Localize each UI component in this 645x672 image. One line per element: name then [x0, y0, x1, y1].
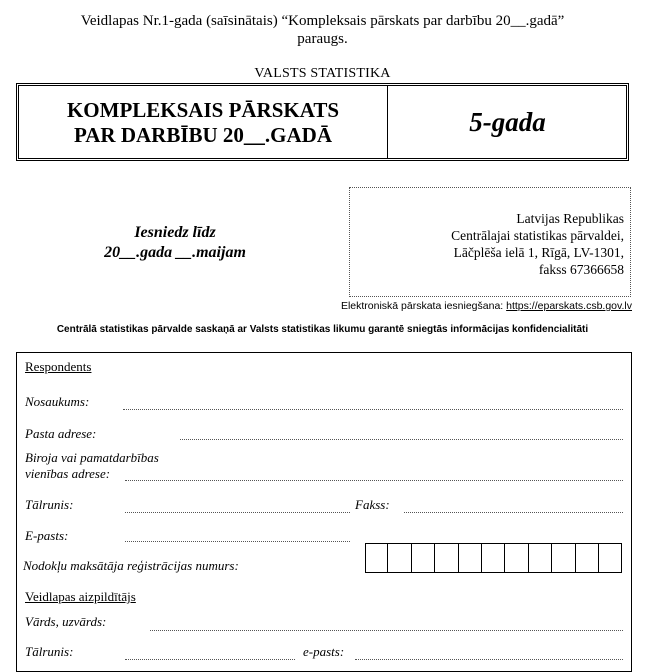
tax-number-cell[interactable]	[599, 543, 622, 573]
office-address-label-line1: Biroja vai pamatdarbības	[25, 450, 159, 465]
tax-number-cell[interactable]	[412, 543, 435, 573]
filler-email-field[interactable]	[355, 659, 623, 660]
office-address-field[interactable]	[125, 480, 623, 481]
electronic-submission-label: Elektroniskā pārskata iesniegšana:	[340, 300, 504, 312]
phone-field[interactable]	[125, 512, 350, 513]
report-title-line1: KOMPLEKSAIS PĀRSKATS	[66, 98, 340, 122]
post-address-field[interactable]	[180, 439, 623, 440]
form-sample-title-line2: paraugs.	[297, 31, 348, 47]
report-title-line2: PAR DARBĪBU 20__.GADĀ	[73, 123, 332, 147]
tax-number-cell[interactable]	[365, 543, 388, 573]
deadline-line1: Iesniedz līdz	[134, 224, 216, 241]
address-line2: Centrālajai statistikas pārvaldei,	[451, 228, 624, 243]
tax-number-cell[interactable]	[576, 543, 599, 573]
respondent-form	[16, 352, 632, 672]
filler-email-label: e-pasts:	[303, 644, 345, 659]
name-label: Nosaukums:	[25, 394, 90, 409]
phone-label: Tālrunis:	[25, 497, 74, 512]
confidentiality-notice: Centrālā statistikas pārvalde saskaņā ar Valsts statistikas likumu garantē sniegtās informācijas konfidencialitāti	[56, 324, 589, 335]
email-label: E-pasts:	[25, 528, 69, 543]
tax-number-label: Nodokļu maksātāja reģistrācijas numurs:	[23, 558, 239, 573]
address-line4: fakss 67366658	[538, 262, 624, 277]
submission-deadline	[70, 223, 280, 263]
deadline-line2: 20__.gada __.maijam	[104, 244, 246, 261]
office-address-label-line2: vienības adrese:	[25, 466, 111, 481]
tax-number-cell[interactable]	[435, 543, 458, 573]
filler-name-label: Vārds, uzvārds:	[25, 614, 107, 629]
tax-number-cell[interactable]	[388, 543, 411, 573]
filler-name-field[interactable]	[150, 630, 623, 631]
email-field[interactable]	[125, 541, 350, 542]
tax-number-cell[interactable]	[529, 543, 552, 573]
form-code: 5-gada	[469, 106, 546, 137]
respondent-section-title: Respondents	[25, 359, 92, 374]
tax-number-cell[interactable]	[505, 543, 528, 573]
tax-number-cell[interactable]	[552, 543, 575, 573]
tax-number-cell[interactable]	[459, 543, 482, 573]
address-line1: Latvijas Republikas	[516, 211, 624, 226]
recipient-address-box	[349, 187, 631, 297]
tax-number-cell[interactable]	[482, 543, 505, 573]
fax-label: Fakss:	[355, 497, 390, 512]
filler-phone-field[interactable]	[125, 659, 295, 660]
fax-field[interactable]	[404, 512, 623, 513]
eparskats-link[interactable]: https://eparskats.csb.gov.lv	[506, 300, 632, 312]
electronic-submission-note	[341, 300, 632, 312]
organization-heading: VALSTS STATISTIKA	[254, 66, 391, 81]
report-title-box	[16, 83, 629, 161]
filler-phone-label: Tālrunis:	[25, 644, 74, 659]
filler-section-title: Veidlapas aizpildītājs	[25, 589, 136, 604]
recipient-address	[451, 210, 624, 278]
report-title	[19, 86, 388, 158]
name-field[interactable]	[123, 409, 623, 410]
address-line3: Lāčplēša ielā 1, Rīgā, LV-1301,	[453, 245, 624, 260]
post-address-label: Pasta adrese:	[25, 426, 97, 441]
tax-number-cells	[365, 543, 622, 573]
form-sample-title-line1: Veidlapas Nr.1-gada (saīsinātais) “Kompleksais pārskats par darbību 20__.gadā”	[80, 13, 565, 29]
